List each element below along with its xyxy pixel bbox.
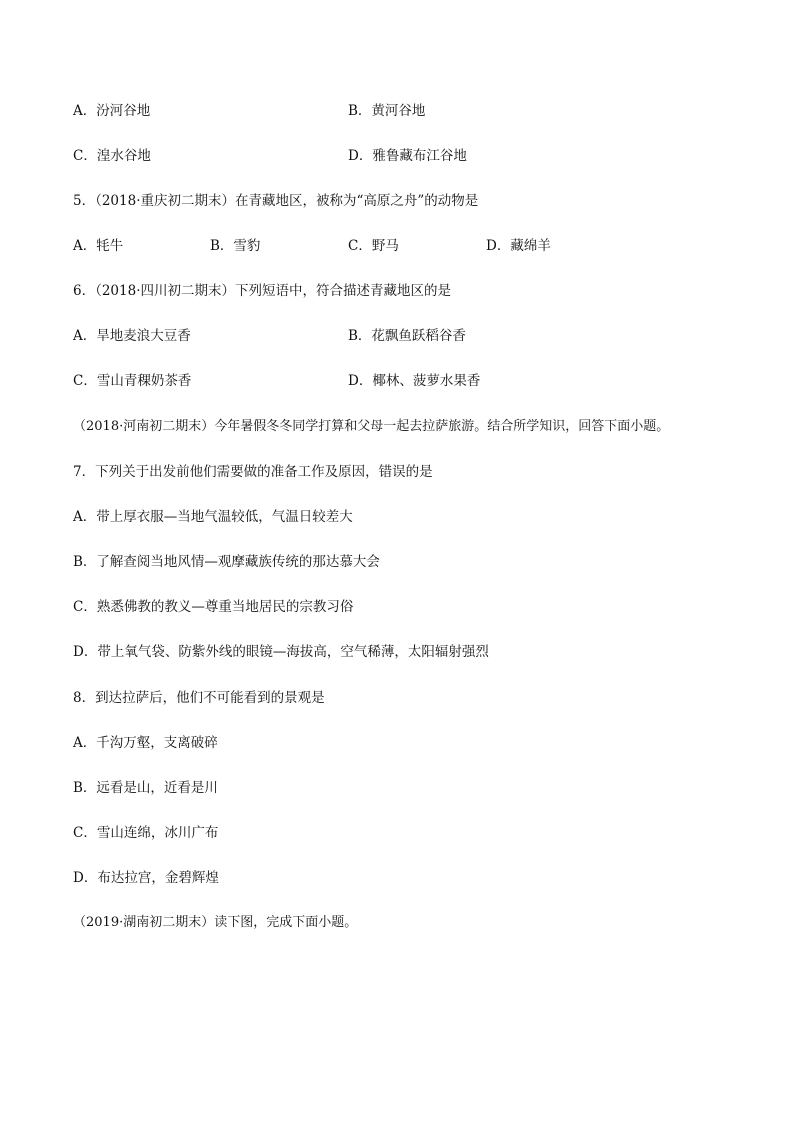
q7-stem: 7．下列关于出发前他们需要做的准备工作及原因，错误的是: [73, 464, 433, 480]
passage-hunan-intro: （2019·湖南初二期末）读下图，完成下面小题。: [73, 915, 358, 930]
q7-option-a: A．带上厚衣服—当地气温较低，气温日较差大: [73, 509, 353, 525]
q7-option-c: C．熟悉佛教的教义—尊重当地居民的宗教习俗: [73, 599, 354, 615]
q4-option-b: B．黄河谷地: [348, 103, 426, 119]
q6-option-b: B．花飘鱼跃稻谷香: [348, 328, 466, 344]
q5-option-c: C．野马: [348, 238, 399, 254]
q8-option-b: B．远看是山，近看是川: [73, 780, 218, 796]
q5-option-b: B．雪豹: [210, 238, 261, 254]
q6-option-d: D．椰林、菠萝水果香: [348, 373, 481, 389]
q5-option-d: D．藏绵羊: [486, 238, 551, 254]
q5-option-a: A．牦牛: [73, 238, 124, 254]
q8-stem: 8．到达拉萨后，他们不可能看到的景观是: [73, 690, 325, 706]
q5-stem: 5．（2018·重庆初二期末）在青藏地区，被称为“高原之舟”的动物是: [73, 193, 479, 209]
q8-option-d: D．布达拉宫，金碧辉煌: [73, 870, 219, 886]
q6-stem: 6．（2018·四川初二期末）下列短语中，符合描述青藏地区的是: [73, 283, 451, 299]
passage-lhasa-intro: （2018·河南初二期末）今年暑假冬冬同学打算和父母一起去拉萨旅游。结合所学知识，回答下面小题。: [73, 419, 670, 434]
q6-option-c: C．雪山青稞奶茶香: [73, 373, 192, 389]
q6-option-a: A．旱地麦浪大豆香: [73, 328, 191, 344]
q8-option-c: C．雪山连绵，冰川广布: [73, 825, 219, 841]
q7-option-d: D．带上氧气袋、防紫外线的眼镜—海拔高，空气稀薄，太阳辐射强烈: [73, 644, 489, 660]
q7-option-b: B．了解查阅当地风情—观摩藏族传统的那达慕大会: [73, 554, 380, 570]
q4-option-c: C．湟水谷地: [73, 148, 151, 164]
q4-option-d: D．雅鲁藏布江谷地: [348, 148, 467, 164]
q4-option-a: A．汾河谷地: [73, 103, 151, 119]
q8-option-a: A．千沟万壑，支离破碎: [73, 735, 218, 751]
